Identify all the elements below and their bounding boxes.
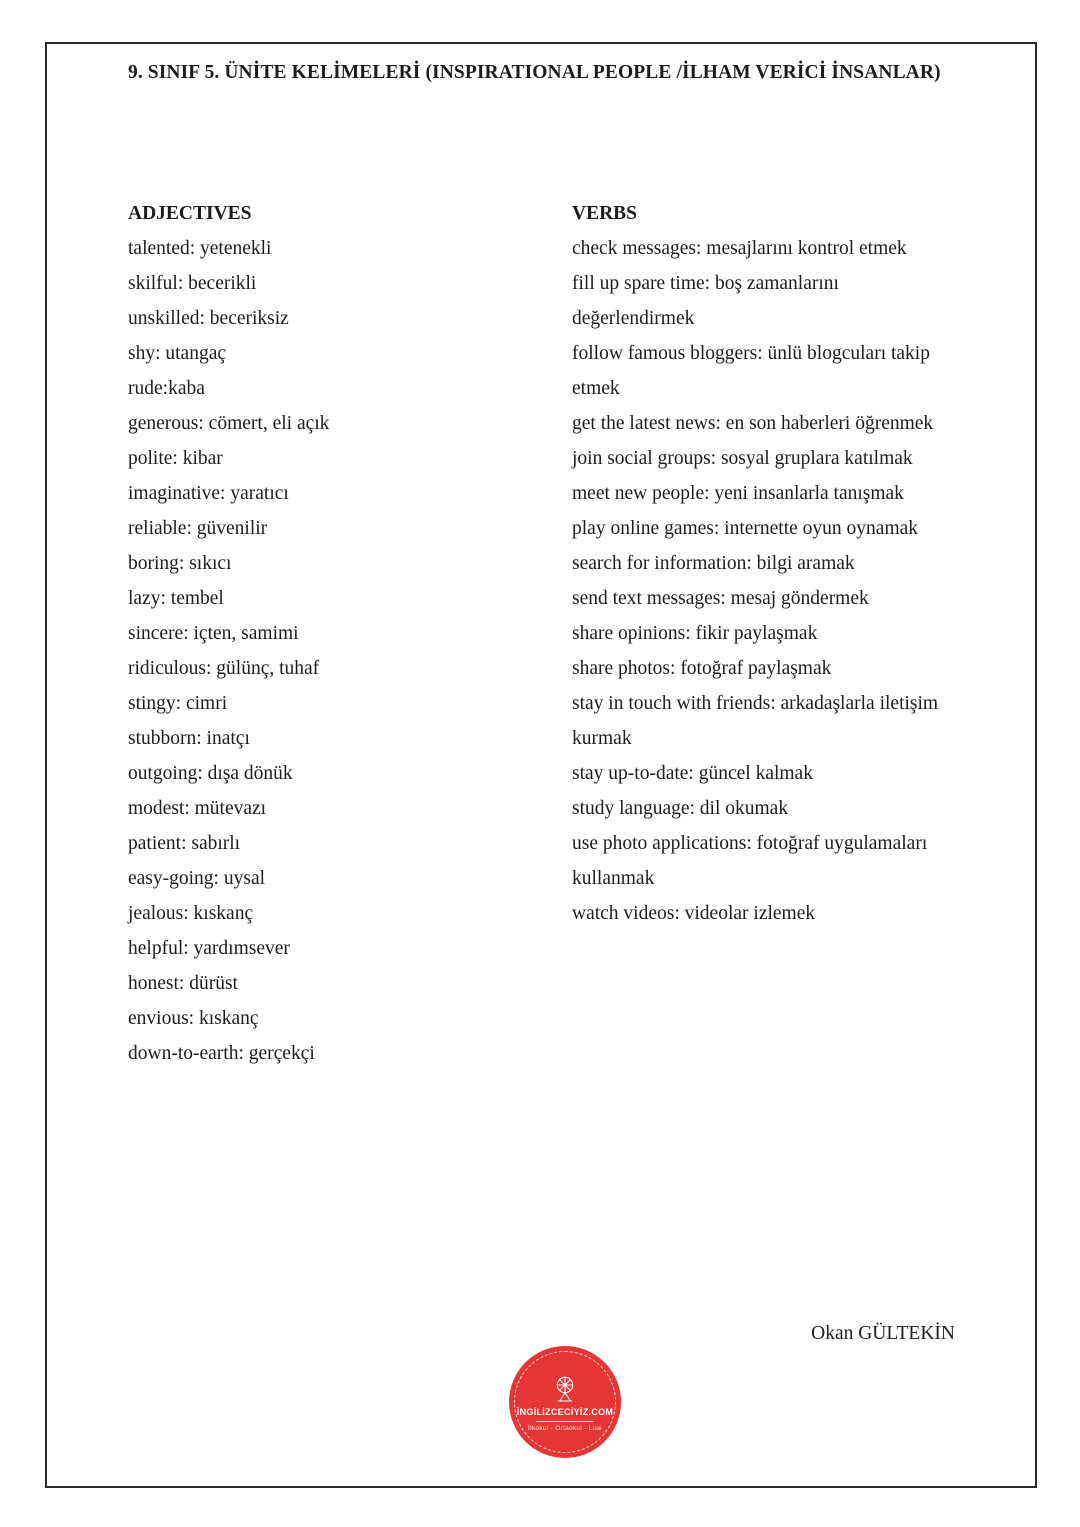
verbs-column xyxy=(572,196,964,931)
vocab-item: unskilled: beceriksiz xyxy=(128,308,289,329)
vocab-item: use photo applications: fotoğraf uygulamaları kullanmak xyxy=(572,833,928,889)
vocab-item: shy: utangaç xyxy=(128,343,227,364)
vocab-item: get the latest news: en son haberleri öğrenmek xyxy=(572,413,934,434)
vocab-item: ridiculous: gülünç, tuhaf xyxy=(128,658,320,679)
verbs-list xyxy=(572,231,964,931)
vocab-item: stay up-to-date: güncel kalmak xyxy=(572,763,813,784)
vocab-item: helpful: yardımsever xyxy=(128,938,290,959)
vocab-item: watch videos: videolar izlemek xyxy=(572,903,816,924)
adjectives-header: ADJECTIVES xyxy=(128,203,252,224)
vocab-item: rude:kaba xyxy=(128,378,205,399)
adjectives-list xyxy=(128,231,552,1071)
logo-subtitle: İlkokul - Ortaokul - Lise xyxy=(528,1424,602,1432)
vocab-item: join social groups: sosyal gruplara katılmak xyxy=(572,448,913,469)
vocab-item: reliable: güvenilir xyxy=(128,518,268,539)
ferris-wheel-icon xyxy=(549,1373,581,1405)
vocab-item: meet new people: yeni insanlarla tanışmak xyxy=(572,483,904,504)
vocab-item: stay in touch with friends: arkadaşlarla iletişim kurmak xyxy=(572,693,939,749)
vocab-item: sincere: içten, samimi xyxy=(128,623,299,644)
vocab-item: play online games: internette oyun oynamak xyxy=(572,518,919,539)
vocab-item: boring: sıkıcı xyxy=(128,553,232,574)
vocab-item: share photos: fotoğraf paylaşmak xyxy=(572,658,832,679)
vocab-item: envious: kıskanç xyxy=(128,1008,259,1029)
page-title: 9. SINIF 5. ÜNİTE KELİMELERİ (INSPIRATIONAL PEOPLE /İLHAM VERİCİ İNSANLAR) xyxy=(128,62,941,83)
vocab-item: check messages: mesajlarını kontrol etmek xyxy=(572,238,907,259)
logo-divider xyxy=(536,1421,594,1422)
author-name: Okan GÜLTEKİN xyxy=(811,1323,955,1344)
vocab-item: jealous: kıskanç xyxy=(128,903,254,924)
vocab-item: honest: dürüst xyxy=(128,973,238,994)
vocab-item: patient: sabırlı xyxy=(128,833,241,854)
vocab-item: talented: yetenekli xyxy=(128,238,272,259)
vocab-item: imaginative: yaratıcı xyxy=(128,483,289,504)
logo-text: İNGİLİZCECİYİZ.COM xyxy=(516,1406,614,1417)
vocab-item: share opinions: fikir paylaşmak xyxy=(572,623,818,644)
vocab-item: search for information: bilgi aramak xyxy=(572,553,855,574)
vocab-item: down-to-earth: gerçekçi xyxy=(128,1043,315,1064)
vocab-item: stubborn: inatçı xyxy=(128,728,250,749)
vocab-item: outgoing: dışa dönük xyxy=(128,763,293,784)
vocab-item: fill up spare time: boş zamanlarını değerlendirmek xyxy=(572,273,839,329)
adjectives-column xyxy=(128,196,552,1071)
vocab-item: lazy: tembel xyxy=(128,588,224,609)
site-logo xyxy=(509,1346,621,1458)
vocab-item: skilful: becerikli xyxy=(128,273,257,294)
vocab-item: send text messages: mesaj göndermek xyxy=(572,588,869,609)
vocab-item: easy-going: uysal xyxy=(128,868,266,889)
vocab-item: study language: dil okumak xyxy=(572,798,789,819)
vocab-item: generous: cömert, eli açık xyxy=(128,413,330,434)
vocab-item: modest: mütevazı xyxy=(128,798,267,819)
vocab-item: follow famous bloggers: ünlü blogcuları takip etmek xyxy=(572,343,930,399)
verbs-header: VERBS xyxy=(572,203,638,224)
vocab-item: polite: kibar xyxy=(128,448,223,469)
vocab-item: stingy: cimri xyxy=(128,693,228,714)
